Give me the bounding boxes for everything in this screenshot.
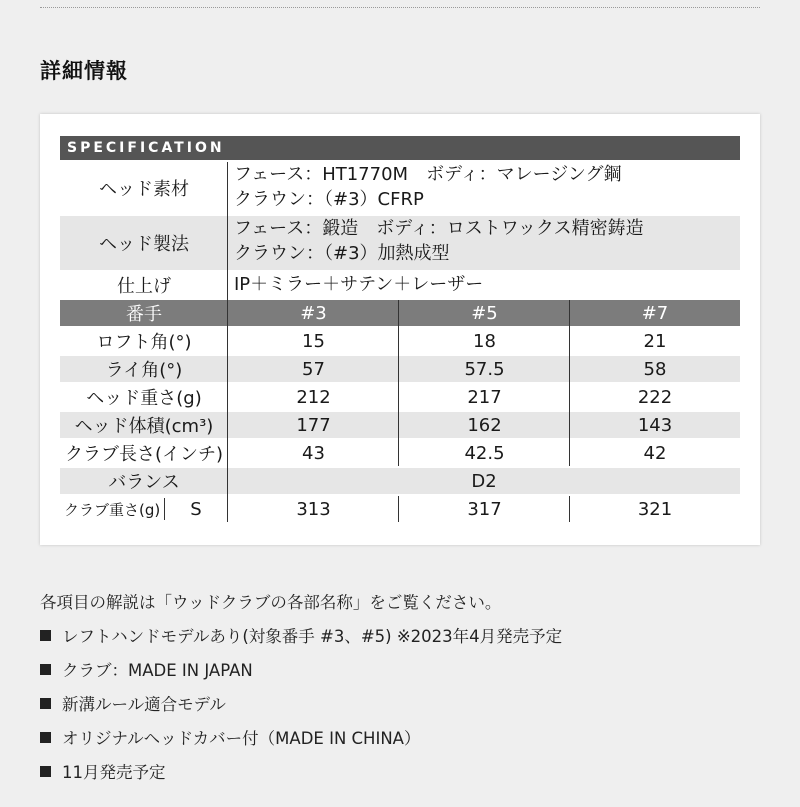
spec-row-numbers bbox=[60, 300, 740, 326]
row-value: 222 bbox=[637, 386, 673, 408]
row-value: 162 bbox=[467, 414, 502, 436]
column-divider bbox=[227, 162, 228, 522]
note-text: クラブ：MADE IN JAPAN bbox=[62, 661, 253, 680]
value-line: クラウン：（#3）加熱成型 bbox=[234, 243, 450, 264]
column-divider bbox=[398, 300, 399, 466]
spec-row-balance bbox=[60, 468, 740, 494]
row-label: 仕上げ bbox=[117, 276, 171, 297]
row-value: 18 bbox=[473, 330, 496, 352]
top-divider bbox=[40, 7, 760, 8]
row-value: 321 bbox=[637, 498, 673, 520]
row-label: ライ角(°) bbox=[105, 360, 183, 381]
square-bullet-icon bbox=[40, 630, 51, 641]
row-value: 143 bbox=[637, 414, 673, 436]
row-value: 57 bbox=[302, 358, 325, 380]
page-title: 詳細情報 bbox=[40, 59, 128, 83]
spec-table-card bbox=[40, 114, 760, 545]
spec-row-head-volume bbox=[60, 412, 740, 438]
square-bullet-icon bbox=[40, 664, 51, 675]
row-value: IP＋ミラー＋サテン＋レーザー bbox=[234, 274, 484, 295]
column-divider bbox=[398, 496, 399, 522]
row-value bbox=[228, 162, 740, 214]
note-item bbox=[40, 657, 253, 681]
row-value bbox=[228, 216, 740, 270]
row-value: 15 bbox=[302, 330, 325, 352]
flex-label: S bbox=[190, 498, 202, 520]
row-label: クラブ長さ(インチ) bbox=[64, 444, 224, 465]
value-line: クラウン：（#3）CFRP bbox=[234, 189, 424, 210]
row-label: クラブ重さ(g) bbox=[64, 500, 161, 519]
spec-row-lie bbox=[60, 356, 740, 382]
spec-row-club-weight bbox=[60, 496, 740, 522]
row-label: ヘッド素材 bbox=[99, 179, 189, 200]
spec-row-loft bbox=[60, 328, 740, 354]
spec-row-head-manufacturing bbox=[60, 216, 740, 270]
note-text: 新溝ルール適合モデル bbox=[62, 695, 226, 714]
col-header: #7 bbox=[641, 302, 669, 324]
note-text: レフトハンドモデルあり(対象番手 #3、#5) ※2023年4月発売予定 bbox=[62, 627, 563, 646]
row-label: ヘッド体積(cm³) bbox=[74, 416, 214, 437]
note-item bbox=[40, 725, 420, 749]
row-value: D2 bbox=[471, 470, 497, 492]
value-line: フェース：HT1770M ボディ：マレージング鋼 bbox=[234, 164, 622, 185]
square-bullet-icon bbox=[40, 698, 51, 709]
row-value: 217 bbox=[467, 386, 502, 408]
notes-intro: 各項目の解説は「ウッドクラブの各部名称」をご覧ください。 bbox=[40, 593, 502, 612]
spec-row-club-length bbox=[60, 440, 740, 466]
spec-table-header: SPECIFICATION bbox=[60, 136, 740, 160]
row-value: 177 bbox=[296, 414, 331, 436]
col-header: #3 bbox=[300, 302, 327, 324]
square-bullet-icon bbox=[40, 766, 51, 777]
row-value: 43 bbox=[302, 442, 325, 464]
spec-row-head-weight bbox=[60, 384, 740, 410]
column-divider bbox=[569, 300, 570, 466]
note-item bbox=[40, 691, 226, 715]
note-text: 11月発売予定 bbox=[62, 763, 166, 782]
row-value: 58 bbox=[643, 358, 667, 380]
note-item bbox=[40, 623, 562, 647]
column-divider bbox=[164, 498, 165, 520]
row-value: 313 bbox=[296, 498, 331, 520]
row-label: バランス bbox=[108, 472, 180, 493]
row-value: 317 bbox=[467, 498, 502, 520]
row-value: 57.5 bbox=[464, 358, 505, 380]
row-label: ヘッド重さ(g) bbox=[86, 388, 202, 409]
row-label: 番手 bbox=[126, 304, 162, 325]
spec-row-finish bbox=[60, 272, 740, 298]
row-value: 21 bbox=[643, 330, 667, 352]
row-value: 212 bbox=[296, 386, 331, 408]
row-value: 42.5 bbox=[464, 442, 505, 464]
row-label: ロフト角(°) bbox=[96, 332, 192, 353]
note-item bbox=[40, 759, 166, 783]
note-text: オリジナルヘッドカバー付（MADE IN CHINA） bbox=[62, 729, 421, 748]
spec-row-head-material bbox=[60, 162, 740, 214]
value-line: フェース：鍛造 ボディ：ロストワックス精密鋳造 bbox=[234, 218, 644, 239]
col-header: #5 bbox=[471, 302, 498, 324]
row-value: 42 bbox=[643, 442, 667, 464]
square-bullet-icon bbox=[40, 732, 51, 743]
column-divider bbox=[569, 496, 570, 522]
row-label: ヘッド製法 bbox=[99, 234, 189, 255]
